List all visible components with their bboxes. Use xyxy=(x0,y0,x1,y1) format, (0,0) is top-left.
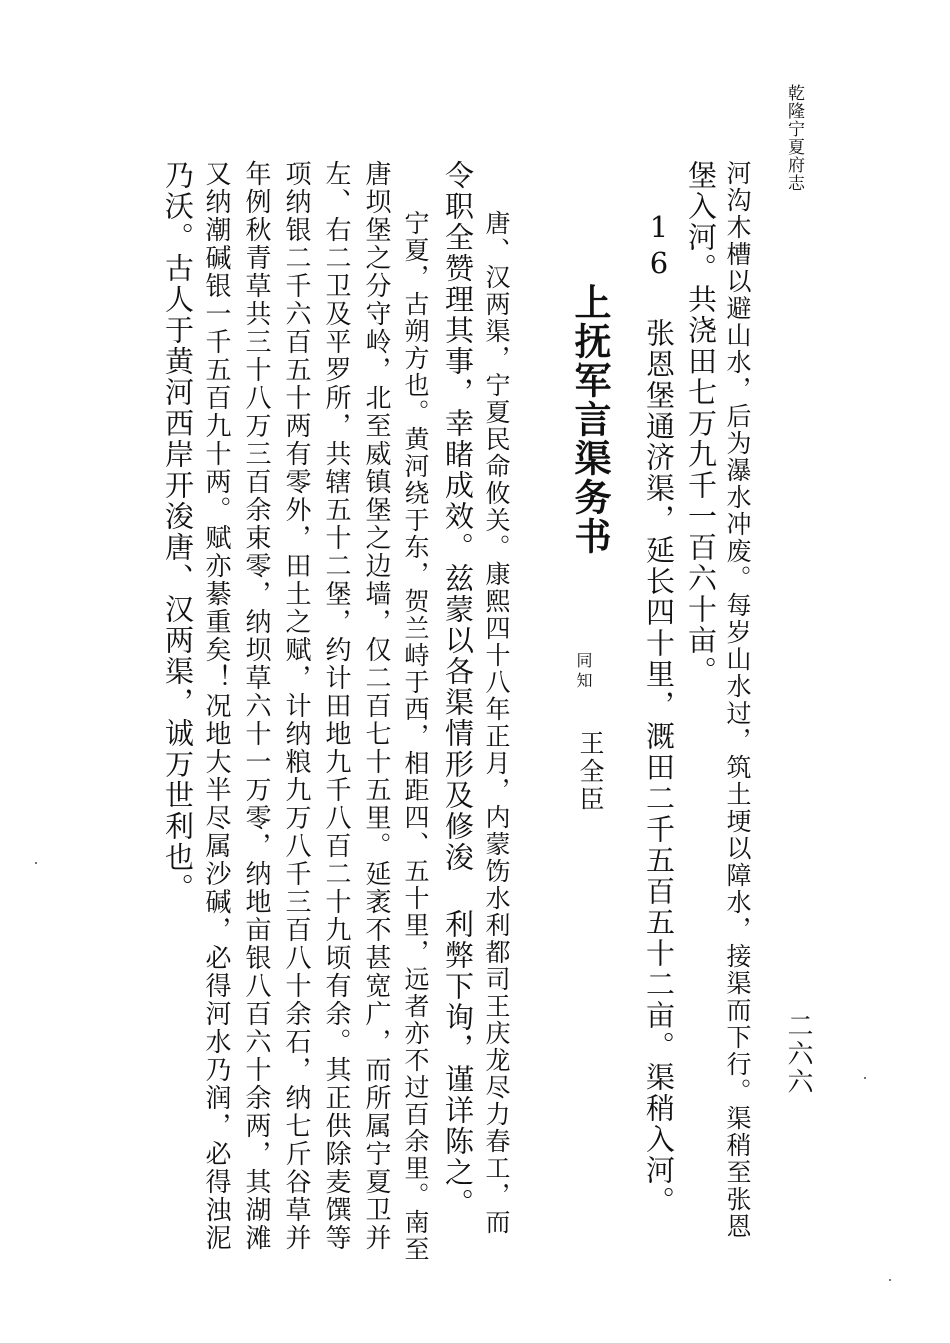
scan-speck xyxy=(35,862,37,864)
paragraph-line-4: 唐坝堡之分守岭，北至威镇堡之边墙，仅二百七十五里。延袤不甚宽广，而所属宁夏卫并 xyxy=(361,160,391,1252)
paragraph-line-1: 唐、汉两渠，宁夏民命攸关。康熙四十八年正月，内蒙饬水利都司王庆龙尽力春工，而 xyxy=(482,210,511,1236)
paragraph-line-3: 宁夏，古朔方也。黄河绕于东，贺兰峙于西，相距四、五十里，远者亦不过百余里。南至 xyxy=(401,210,430,1263)
entry-line-1: 河沟木槽以避山水，后为瀑水冲废。每岁山水过，筑土埂以障水，接渠而下行。渠稍至张恩 xyxy=(723,160,752,1240)
paragraph-line-2: 令职全赞理其事，幸睹成效。兹蒙以各渠情形及修浚 利弊下询，谨详陈之。 xyxy=(441,160,475,1219)
scan-speck xyxy=(889,1279,891,1281)
paragraph-line-5: 左、右二卫及平罗所，共辖五十二堡，约计田地九千八百二十九顷有余。其正供除麦馔等 xyxy=(321,160,351,1252)
book-title: 乾隆宁夏府志 xyxy=(784,84,804,192)
entry-line-3: 16 张恩堡通济渠，延长四十里，溉田二千五百五十二亩。渠稍入河。 xyxy=(642,210,676,1217)
entry-line-2: 堡入河。共浇田七万九千一百六十亩。 xyxy=(684,160,718,687)
paragraph-line-7: 年例秋青草共三十八万三百余束零，纳坝草六十一万零，纳地亩银八百六十余两，其湖滩 xyxy=(241,160,271,1252)
page-number: 二六六 xyxy=(783,1012,813,1096)
paragraph-line-9: 乃沃。古人于黄河西岸开浚唐、汉两渠，诚万世利也。 xyxy=(161,160,195,904)
author-rank: 同知 xyxy=(574,652,593,692)
scan-speck xyxy=(864,1077,866,1079)
paragraph-line-8: 又纳潮碱银一千五百九十两。赋亦綦重矣！况地大半尽属沙碱，必得河水乃润，必得浊泥 xyxy=(201,160,231,1252)
author-name: 王全臣 xyxy=(576,730,605,814)
paragraph-line-6: 项纳银二千六百五十两有零外，田土之赋，计纳粮九万八千三百八十余石，纳七斤谷草并 xyxy=(281,160,311,1252)
document-title: 上抚军言渠务书 xyxy=(568,283,612,556)
